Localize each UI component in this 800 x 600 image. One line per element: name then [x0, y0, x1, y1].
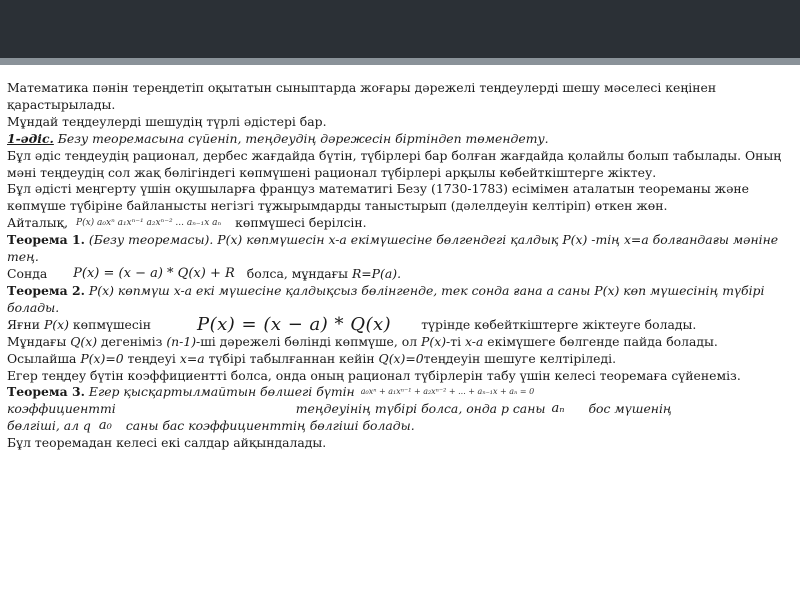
theorem-3-text-a: Егер қысқартылмайтын бөлшегі бүтін [84, 384, 355, 400]
sonda-formula: P(x) = (x − a) * Q(x) + R [73, 266, 235, 282]
slide-body [7, 80, 793, 452]
polynomial-tail: көпмүшесі берілсін. [231, 215, 367, 231]
factor-px: P(x) [43, 316, 69, 332]
q-text-8: x-a [464, 333, 484, 349]
theorem-2 [7, 283, 793, 317]
method-1-label: 1-әдіс. [7, 130, 54, 146]
r-text-5: түбірі табылғаннан кейін [204, 350, 379, 366]
reduction-line [7, 351, 793, 368]
theorem-3 [7, 384, 793, 435]
method-1-line [7, 131, 793, 148]
factor-lead: Яғни [7, 316, 44, 332]
method-description: Бұл әдіс теңдеудің рационал, дербес жағдайда бүтін, түбірлері бар болған жағдайда қолайлы болып табылады. Оның мәні теңдеудің сол жақ бөлігіндегі көпмүшені рационал түбірлері арқылы көбейткіштерге жіктеу. [7, 147, 782, 180]
q-text-3: дегеніміз [97, 333, 167, 349]
theorem-3-equation: a₀xⁿ + a₁xⁿ⁻¹ + a₂xⁿ⁻² + ... + aₙ₋₁x + aₙ = 0 [360, 387, 535, 397]
r-text-3: теңдеуі [123, 350, 180, 366]
q-text-1: Мұндағы [7, 333, 71, 349]
factor-text: көпмүшесін [68, 316, 152, 332]
r-text-7: теңдеуін шешуге келтіріледі. [423, 350, 617, 366]
q-text-7: -ті [446, 333, 465, 349]
factor-formula: P(x) = (x − a) * Q(x) [197, 314, 392, 336]
slide-header-bar [0, 0, 800, 58]
theorem-2-label: Теорема 2. [7, 282, 85, 298]
methods-sentence: Мұндай теңдеулерді шешудің түрлі әдістері бар. [7, 113, 327, 129]
theorem-3-text-b: коэффициентті [7, 401, 116, 417]
sonda-lead: Сонда [7, 266, 52, 282]
theorem-1-text: (Безу теоремасы). P(x) көпмүшесін x-a екімүшесіне бөлгендегі қалдық P(x) -тің x=a болғандағы мәніне тең. [7, 232, 779, 265]
theorem-3-text-c: теңдеуінің түбірі болса, онда p саны [295, 401, 546, 417]
sonda-mid: болса, мұндағы [246, 266, 352, 282]
a0-formula: a₀ [98, 418, 112, 434]
r-text-2: P(x)=0 [80, 350, 124, 366]
q-text-9: екімүшеге бөлгенде пайда болады. [483, 333, 718, 349]
theorem-3-text-e: бөлгіші, ал q [7, 418, 91, 434]
q-text-4: (n-1) [166, 333, 197, 349]
r-text-1: Осылайша [7, 350, 81, 366]
intro-paragraph: Математика пәнін тереңдетіп оқытатын сыныптарда жоғары дәрежелі теңдеулерді шешу мәселесі кеңінен қарастырылады. [7, 80, 717, 112]
quotient-paragraph [7, 334, 793, 351]
q-text-2: Q(x) [70, 333, 98, 349]
q-text-5: -ші дәрежелі бөлінді көпмүше, ол [196, 333, 422, 349]
consequence-line: Бұл теоремадан келесі екі салдар айқындалады. [7, 435, 327, 451]
slide-header-accent [0, 58, 800, 65]
r-text-6: Q(x)=0 [378, 350, 424, 366]
polynomial-line [7, 215, 793, 232]
an-formula: aₙ [551, 401, 565, 417]
theorem-3-text-d: бос мүшенің [588, 401, 672, 417]
q-text-6: P(x) [421, 333, 447, 349]
theorem-3-text-f: саны бас коэффициенттің бөлгіші болады. [125, 418, 415, 434]
polynomial-lead: Айталық, [7, 215, 73, 231]
theorem-1 [7, 232, 793, 266]
factor-tail: түрінде көбейткіштерге жіктеуге болады. [421, 316, 697, 332]
r-text-4: x=a [179, 350, 205, 366]
method-1-text: Безу теоремасына сүйеніп, теңдеудің дәрежесін біртіндеп төмендету. [53, 130, 549, 146]
bezout-intro: Бұл әдісті меңгерту үшін оқушыларға француз математигі Безу (1730-1783) есімімен аталатын теореманы және көпмүше түбіріне байланысты негізгі тұжырымдарды таныстырып (дәлелдеуін келтіріп) өткен жөн. [7, 181, 749, 214]
theorem-1-label: Теорема 1. [7, 232, 85, 248]
sonda-remainder: R=P(a). [351, 266, 402, 282]
theorem-2-text: P(x) көпмүш x-a екі мүшесіне қалдықсыз бөлінгенде, тек сонда ғана a саны P(x) көп мүшесінің түбірі болады. [7, 282, 765, 315]
polynomial-formula: P(x) a₀xⁿ a₁xⁿ⁻¹ a₂xⁿ⁻² ... aₙ₋₁x aₙ [76, 218, 222, 229]
integer-coef-paragraph: Егер теңдеу бүтін коэффициентті болса, онда оның рационал түбірлерін табу үшін келесі теоремаға сүйенеміз. [7, 367, 741, 383]
sonda-line [7, 266, 793, 283]
theorem-3-label: Теорема 3. [7, 384, 85, 400]
factor-line [7, 314, 793, 336]
